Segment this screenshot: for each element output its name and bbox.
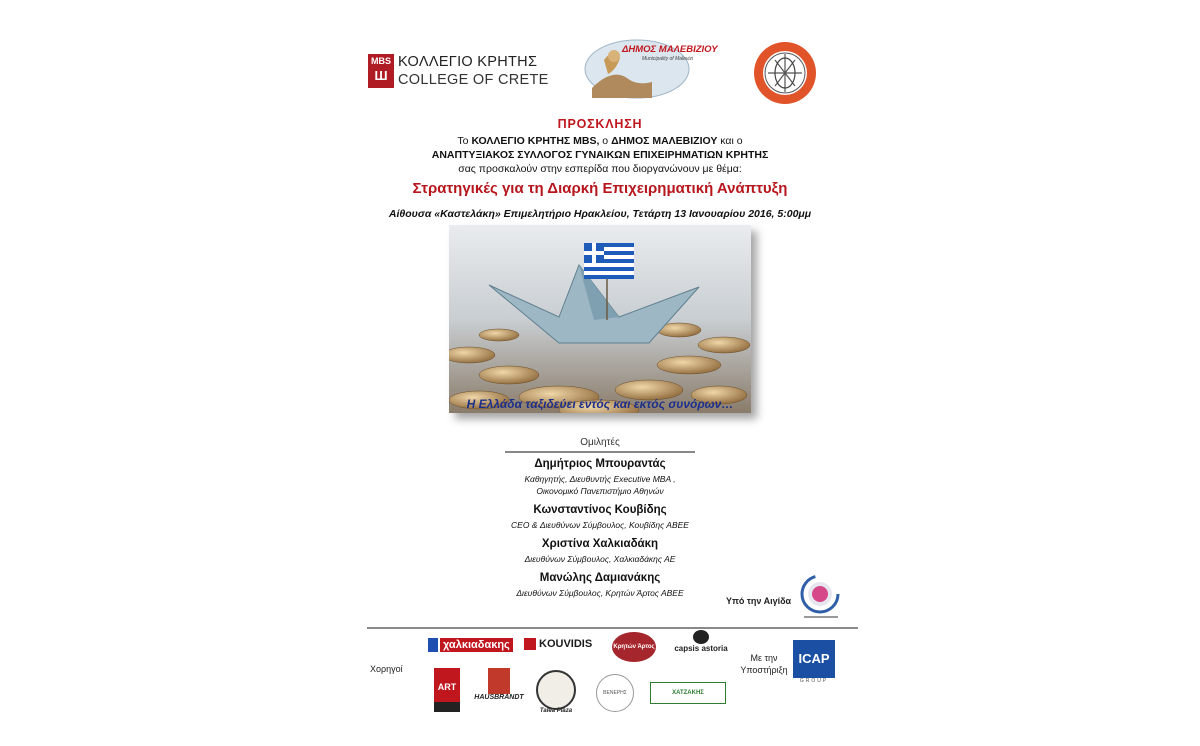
event-venue-date: Αίθουσα «Καστελάκη» Επιμελητήριο Ηρακλείου, Τετάρτη 13 Ιανουαρίου 2016, 5:00μμ (388, 208, 812, 220)
talea-wordmark: Talea Plaza (539, 708, 573, 714)
support-label: Με την Υποστήριξη (740, 653, 788, 675)
paper-boat-coins-illustration (449, 225, 751, 413)
sponsor-hausbrandt-logo (474, 668, 524, 712)
sponsor-talea-logo (536, 670, 576, 714)
organizer-association: ΑΝΑΠΤΥΞΙΑΚΟΣ ΣΥΛΛΟΓΟΣ ΓΥΝΑΙΚΩΝ ΕΠΙΧΕΙΡΗΜΑΤΙΩΝ ΚΡΗΤΗΣ (431, 149, 769, 161)
icap-wordmark: ICAP (793, 640, 835, 678)
dimos-english-name: Municipality of Malevizi (642, 56, 694, 62)
college-of-crete-logo (368, 52, 549, 92)
sponsor-kriton-artos-logo (612, 632, 656, 666)
organizers-text-c: και ο (717, 135, 743, 147)
organizer-college: ΚΟΛΛΕΓΙΟ ΚΡΗΤΗΣ MBS, (471, 135, 600, 147)
sponsor-hatzakis-logo (650, 682, 726, 704)
mbs-emblem: MBS Ш (368, 54, 394, 88)
mbs-mark: MBS (371, 56, 391, 66)
hero-image (449, 225, 751, 413)
college-greek-name: ΚΟΛΛΕΓΙΟ ΚΡΗΤΗΣ (398, 54, 538, 70)
invitation-title: ΠΡΟΣΚΛΗΣΗ (557, 117, 643, 131)
college-english-name: COLLEGE OF CRETE (398, 72, 549, 88)
speaker-name: Χριστίνα Χαλκιαδάκη (541, 538, 659, 550)
speaker-role: Διευθύνων Σύμβουλος, Κρητών Άρτος ΑΒΕΕ (516, 588, 684, 598)
organizers-text-a: Το (457, 135, 472, 147)
icap-group-text: GROUP (799, 678, 829, 684)
organizer-municipality: ΔΗΜΟΣ ΜΑΛΕΒΙΖΙΟΥ (611, 135, 718, 147)
speaker-name: Μανώλης Δαμιανάκης (539, 572, 661, 584)
speaker-role: CEO & Διευθύνων Σύμβουλος, Κουβίδης ΑΒΕΕ (511, 520, 689, 530)
sponsors-label: Χορηγοί (370, 664, 403, 674)
aegis-label: Υπό την Αιγίδα (726, 596, 792, 606)
hatzakis-wordmark: ΧΑΤΖΑΚΗΣ (672, 690, 704, 696)
sponsor-venere-logo (596, 674, 634, 712)
sponsor-halkiadakis-logo (428, 638, 508, 656)
invitation-intro: σας προσκαλούν στην εσπερίδα που διοργανώνουν με θέμα: (458, 163, 742, 175)
sponsor-capsis-logo (668, 630, 734, 668)
capsis-wordmark: capsis astoria (674, 644, 728, 653)
speaker-name: Δημήτριος Μπουραντάς (534, 458, 666, 470)
venere-wordmark: ΒΕΝΕΡΗΣ (596, 674, 634, 712)
speaker-role: Καθηγητής, Διευθυντής Executive MBA , (524, 474, 676, 484)
halkiadakis-wordmark: χαλκιαδακης (440, 638, 513, 652)
dimos-greek-name: ΔΗΜΟΣ ΜΑΛΕΒΙΖΙΟΥ (622, 44, 718, 55)
organizers-text-b: ο (599, 135, 612, 147)
chamber-logo (798, 574, 844, 624)
speakers-heading: Ομιλητές (580, 437, 620, 448)
icap-logo (793, 640, 835, 688)
sponsor-art-logo (434, 668, 460, 712)
hero-caption: Η Ελλάδα ταξιδεύει εντός και εκτός συνόρων… (466, 397, 734, 411)
municipality-malevizi-logo (582, 38, 718, 100)
footer-divider (367, 627, 858, 629)
speakers-divider (505, 451, 695, 453)
sponsor-kouvidis-logo (524, 638, 600, 654)
kriton-wordmark: Κρητών Άρτος (612, 632, 656, 662)
speaker-role: Διευθύνων Σύμβουλος, Χαλκιαδάκης ΑΕ (524, 554, 676, 564)
speaker-role: Οικονομικό Πανεπιστήμιο Αθηνών (536, 486, 664, 496)
art-wordmark: ART (437, 682, 457, 692)
hausbrandt-wordmark: HAUSBRANDT (474, 694, 524, 701)
kouvidis-wordmark: KOUVIDIS (539, 638, 593, 650)
event-topic: Στρατηγικές για τη Διαρκή Επιχειρηματική Ανάπτυξη (412, 180, 788, 197)
womens-business-association-logo (750, 40, 820, 106)
organizers-line (0, 135, 1200, 147)
speaker-name: Κωνσταντίνος Κουβίδης (533, 504, 667, 516)
